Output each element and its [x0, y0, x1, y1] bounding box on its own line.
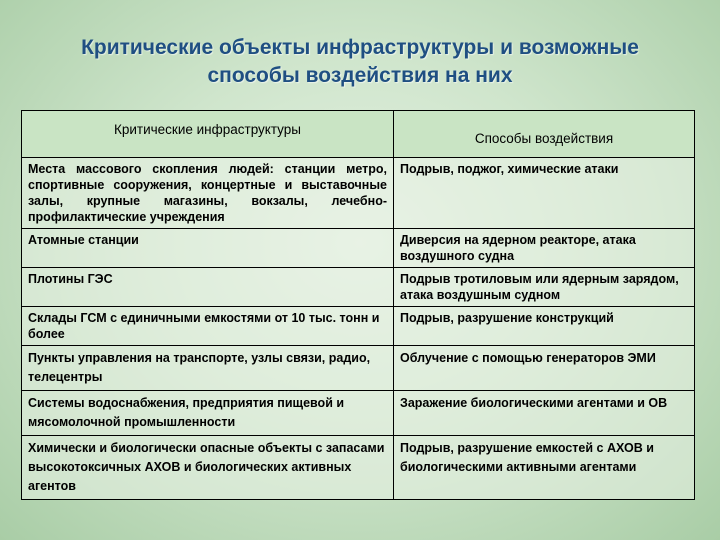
cell-object: Системы водоснабжения, предприятия пищевой и мясомолочной промышленности: [22, 391, 394, 436]
cell-object: Места массового скопления людей: станции метро, спортивные сооружения, концертные и выставочные залы, крупные магазины, вокзалы, лечебно-профилактические учреждения: [22, 158, 394, 229]
cell-object: Атомные станции: [22, 229, 394, 268]
cell-method: Диверсия на ядерном реакторе, атака воздушного судна: [394, 229, 695, 268]
cell-method: Подрыв тротиловым или ядерным зарядом, атака воздушным судном: [394, 268, 695, 307]
cell-method: Подрыв, разрушение емкостей с АХОВ и биологическими активными агентами: [394, 436, 695, 500]
header-infrastructure: Критические инфраструктуры: [22, 111, 394, 158]
infrastructure-table: [21, 110, 695, 500]
table-row: [22, 268, 695, 307]
cell-method: Облучение с помощью генераторов ЭМИ: [394, 346, 695, 391]
cell-object: Плотины ГЭС: [22, 268, 394, 307]
cell-object: Пункты управления на транспорте, узлы связи, радио, телецентры: [22, 346, 394, 391]
table-row: [22, 391, 695, 436]
header-methods: Способы воздействия: [394, 111, 695, 158]
slide-title: [20, 34, 700, 90]
table-row: [22, 307, 695, 346]
table-header-row: [22, 111, 695, 158]
slide-title-line-2: способы воздействия на них: [207, 64, 513, 87]
cell-object: Химически и биологически опасные объекты с запасами высокотоксичных АХОВ и биологических активных агентов: [22, 436, 394, 500]
table-row: [22, 158, 695, 229]
cell-method: Подрыв, разрушение конструкций: [394, 307, 695, 346]
slide-title-line-1: Критические объекты инфраструктуры и возможные: [81, 36, 639, 59]
table-row: [22, 346, 695, 391]
cell-method: Подрыв, поджог, химические атаки: [394, 158, 695, 229]
table-row: [22, 436, 695, 500]
cell-object: Склады ГСМ с единичными емкостями от 10 тыс. тонн и более: [22, 307, 394, 346]
cell-method: Заражение биологическими агентами и ОВ: [394, 391, 695, 436]
table-row: [22, 229, 695, 268]
